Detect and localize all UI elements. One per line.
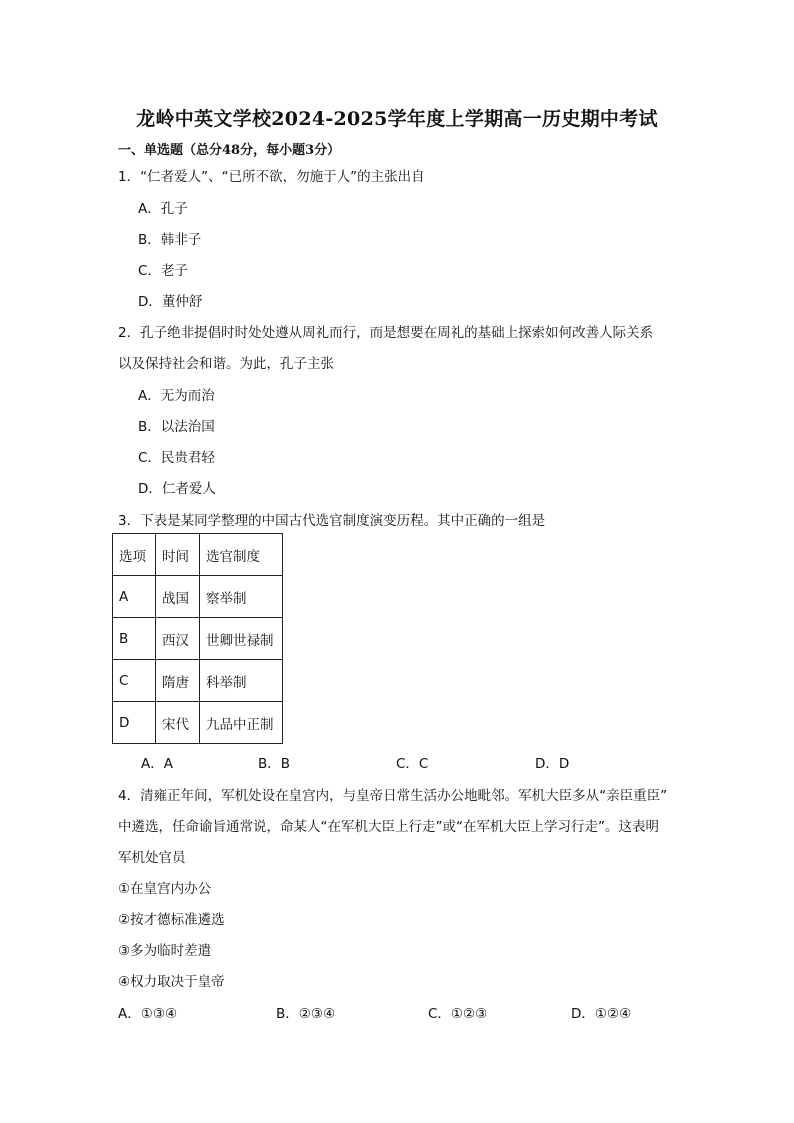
question-2-option-a: A．无为而治 [138,388,215,404]
question-1-option-b: B．韩非子 [138,232,202,248]
question-4-stem-line-1: 4．清雍正年间，军机处设在皇宫内，与皇帝日常生活办公地毗邻。军机大臣多从“亲臣重臣” [118,788,668,804]
question-3-option-d: D．D [535,756,570,772]
question-4-item-4: ④权力取决于皇帝 [118,974,225,990]
table-cell: 九品中正制 [200,702,283,744]
question-3-option-a: A．A [141,756,173,772]
table-row [113,576,283,618]
question-4-item-1: ①在皇宫内办公 [118,881,212,897]
question-3-option-c: C．C [396,756,429,772]
question-4-option-a: A．①③④ [118,1006,178,1022]
exam-title: 龙岭中英文学校2024-2025学年度上学期高一历史期中考试 [136,108,658,130]
question-3-option-b: B．B [258,756,291,772]
table-header-cell: 时间 [156,534,200,576]
question-1-option-c: C．老子 [138,263,188,279]
table-row [113,702,283,744]
section-heading: 一、单选题（总分48分，每小题3分） [118,143,341,158]
table-cell: 察举制 [200,576,283,618]
table-cell: 科举制 [200,660,283,702]
question-4-stem-line-3: 军机处官员 [118,850,186,866]
question-2-option-d: D．仁者爱人 [138,481,216,497]
table-header-cell: 选官制度 [200,534,283,576]
table-cell: 宋代 [156,702,200,744]
table-cell: C [113,660,156,702]
question-4-item-3: ③多为临时差遣 [118,943,212,959]
table-row [113,618,283,660]
question-4-option-b: B．②③④ [276,1006,336,1022]
question-3-stem: 3．下表是某同学整理的中国古代选官制度演变历程。其中正确的一组是 [118,513,546,529]
question-4-item-2: ②按才德标准遴选 [118,912,225,928]
table-cell: 世卿世禄制 [200,618,283,660]
table-cell: B [113,618,156,660]
question-4-option-c: C．①②③ [428,1006,488,1022]
table-header-cell: 选项 [113,534,156,576]
question-1-option-d: D．董仲舒 [138,294,203,310]
selection-system-table [112,533,283,744]
table-cell: 战国 [156,576,200,618]
table-cell: D [113,702,156,744]
table-cell: 西汉 [156,618,200,660]
question-1-stem: 1．“仁者爱人”、“已所不欲，勿施于人”的主张出自 [118,169,425,185]
table-cell: A [113,576,156,618]
question-4-option-d: D．①②④ [571,1006,632,1022]
question-2-stem-line-2: 以及保持社会和谐。为此，孔子主张 [118,356,334,372]
question-4-stem-line-2: 中遴选，任命谕旨通常说，命某人“在军机大臣上行走”或“在军机大臣上学习行走”。这表明 [118,819,659,835]
question-1-option-a: A．孔子 [138,201,188,217]
table-cell: 隋唐 [156,660,200,702]
question-2-option-b: B．以法治国 [138,419,215,435]
question-2-stem-line-1: 2．孔子绝非提倡时时处处遵从周礼而行，而是想要在周礼的基础上探索如何改善人际关系 [118,325,654,341]
question-2-option-c: C．民贵君轻 [138,450,215,466]
table-row [113,660,283,702]
table-header-row [113,534,283,576]
